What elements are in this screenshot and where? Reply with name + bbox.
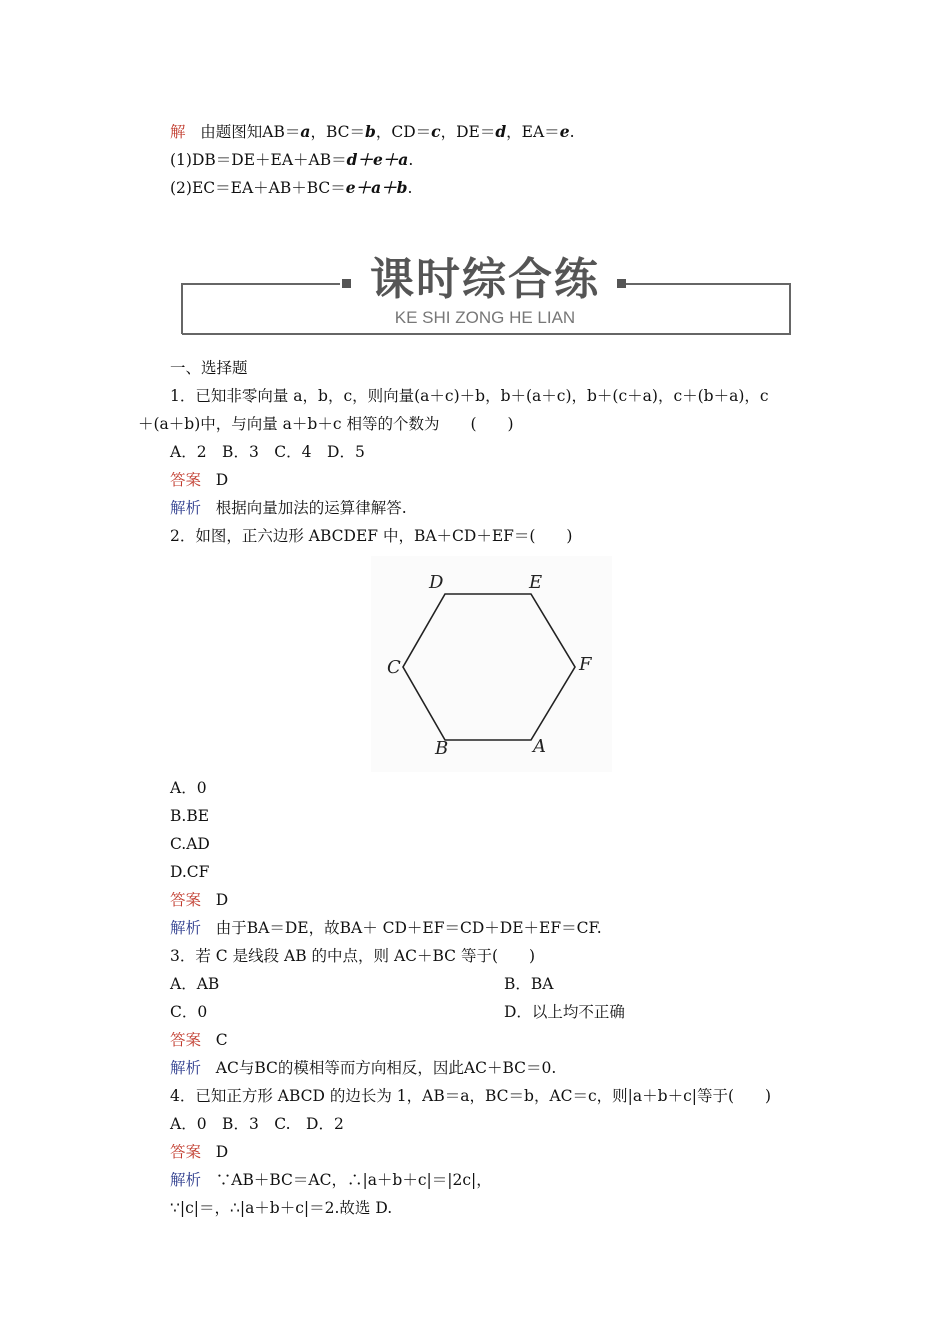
answer-value: D — [215, 1143, 229, 1161]
solution-part2 — [170, 178, 412, 198]
solution-text: . — [408, 151, 414, 169]
solution-text: (2)EC＝EA＋AB＋BC＝ — [170, 179, 346, 197]
section-heading: 一、选择题 — [170, 359, 248, 377]
q1-stem-line2: ＋(a＋b)中，与向量 a＋b＋c 相等的个数为 ( ) — [138, 415, 514, 433]
vector-e: e — [559, 122, 570, 141]
analysis-label: 解析 — [170, 1171, 202, 1189]
q3-option-d: D．以上均不正确 — [504, 1003, 625, 1021]
answer-label: 答案 — [170, 1031, 202, 1049]
q2-stem: 2．如图，正六边形 ABCDEF 中，BA＋CD＋EF＝( ) — [170, 527, 573, 545]
q4-analysis-cont: ∵|c|＝，∴|a＋b＋c|＝2.故选 D. — [170, 1199, 393, 1217]
vector-a: a — [300, 122, 311, 141]
banner-subtitle: KE SHI ZONG HE LIAN — [394, 308, 576, 327]
q2-analysis — [170, 918, 602, 938]
vector-c: c — [431, 122, 441, 141]
analysis-text: 根据向量加法的运算律解答. — [215, 499, 407, 517]
vertex-label-b: B — [435, 738, 449, 759]
solution-text: . — [407, 179, 413, 197]
analysis-label: 解析 — [170, 499, 202, 517]
q4-answer — [170, 1142, 228, 1162]
q3-stem: 3．若 C 是线段 AB 的中点，则 AC＋BC 等于( ) — [170, 947, 536, 965]
solution-text: ，DE＝ — [440, 123, 496, 141]
solution-expr: d＋e＋a — [346, 150, 409, 169]
vertex-label-d: D — [429, 572, 444, 593]
analysis-label: 解析 — [170, 919, 202, 937]
q1-stem-line1: 1．已知非零向量 a，b，c，则向量(a＋c)＋b，b＋(a＋c)，b＋(c＋a)，c＋(b＋a)，c — [170, 387, 769, 405]
hexagon-figure — [371, 556, 612, 772]
solution-label: 解 — [170, 123, 186, 141]
q2-option-a: A．0 — [170, 779, 207, 797]
answer-value: D — [215, 891, 229, 909]
q3-option-c: C．0 — [170, 1003, 208, 1021]
q4-stem: 4．已知正方形 ABCD 的边长为 1，AB＝a，BC＝b，AC＝c，则|a＋b＋c|等于( ) — [170, 1087, 772, 1105]
solution-text: ，EA＝ — [506, 123, 560, 141]
q1-answer — [170, 470, 228, 490]
hexagon-diagram — [371, 556, 612, 772]
q2-option-c: C.AD — [170, 835, 210, 853]
solution-intro — [170, 122, 575, 142]
q3-analysis — [170, 1058, 556, 1078]
vector-d: d — [495, 122, 507, 141]
banner-title: 课时综合练 — [370, 254, 600, 305]
solution-text: . — [569, 123, 575, 141]
answer-value: C — [215, 1031, 228, 1049]
answer-label: 答案 — [170, 891, 202, 909]
vector-b: b — [364, 122, 376, 141]
q3-option-b: B．BA — [504, 975, 554, 993]
solution-part1 — [170, 150, 413, 170]
vertex-label-a: A — [533, 736, 546, 757]
solution-expr: e＋a＋b — [345, 178, 408, 197]
q3-answer — [170, 1030, 228, 1050]
analysis-label: 解析 — [170, 1059, 202, 1077]
q4-options: A．0 B．3 C. D．2 — [170, 1115, 344, 1133]
answer-label: 答案 — [170, 1143, 202, 1161]
q1-analysis — [170, 498, 407, 518]
solution-text: (1)DB＝DE＋EA＋AB＝ — [170, 151, 347, 169]
analysis-text: ∵AB＋BC＝AC，∴|a＋b＋c|＝|2c|， — [215, 1171, 492, 1189]
vertex-label-f: F — [579, 654, 592, 675]
q2-option-d: D.CF — [170, 863, 210, 881]
q2-option-b: B.BE — [170, 807, 210, 825]
analysis-text: 由于BA＝DE，故BA＋ CD＋EF＝CD＋DE＋EF＝CF. — [215, 919, 602, 937]
vertex-label-c: C — [387, 657, 401, 678]
q2-answer — [170, 890, 228, 910]
section-banner — [180, 252, 792, 336]
solution-text: ，CD＝ — [375, 123, 432, 141]
vertex-label-e: E — [529, 572, 543, 593]
solution-text: ，BC＝ — [310, 123, 365, 141]
answer-label: 答案 — [170, 471, 202, 489]
analysis-text: AC与BC的模相等而方向相反，因此AC＋BC＝0. — [215, 1059, 557, 1077]
q1-options: A．2 B．3 C．4 D．5 — [170, 443, 365, 461]
solution-text: 由题图知AB＝ — [200, 123, 301, 141]
q3-option-a: A．AB — [170, 975, 220, 993]
answer-value: D — [215, 471, 229, 489]
q4-analysis — [170, 1170, 492, 1190]
